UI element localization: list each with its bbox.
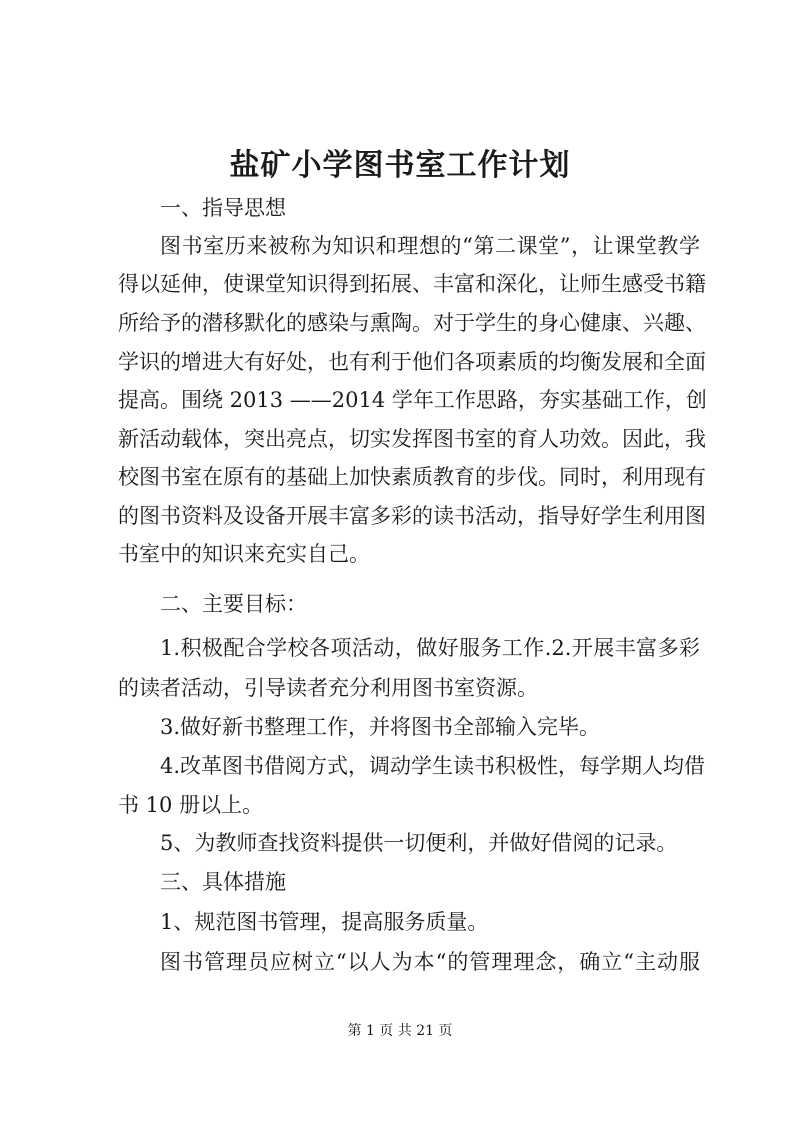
- text-line: 三、具体措施: [160, 870, 286, 894]
- page-footer: 第 1 页 共 21 页: [347, 1023, 453, 1039]
- text-line: 校图书室在原有的基础上加快素质教育的步伐。同时，利用现有: [118, 465, 706, 489]
- text-line: 新活动载体，突出亮点，切实发挥图书室的育人功效。因此，我: [118, 427, 706, 451]
- text-line: 1.积极配合学校各项活动，做好服务工作.2.开展丰富多彩: [160, 636, 700, 660]
- text-line: 的图书资料及设备开展丰富多彩的读书活动，指导好学生利用图: [118, 504, 706, 528]
- text-line: 书 10 册以上。: [118, 793, 264, 817]
- text-line: 1、规范图书管理，提高服务质量。: [160, 910, 489, 934]
- text-line: 学识的增进大有好处，也有利于他们各项素质的均衡发展和全面: [118, 350, 706, 374]
- text-line: 3.做好新书整理工作，并将图书全部输入完毕。: [160, 715, 601, 739]
- text-line: 书室中的知识来充实自己。: [118, 542, 370, 566]
- text-line: 得以延伸，使课堂知识得到拓展、丰富和深化，让师生感受书籍: [118, 272, 706, 296]
- text-line: 图书管理员应树立“以人为本“的管理理念，确立“主动服: [160, 950, 700, 974]
- text-line: 5、为教师查找资料提供一切便利，并做好借阅的记录。: [160, 831, 678, 855]
- text-line: 一、指导思想: [160, 196, 286, 220]
- text-line: 所给予的潜移默化的感染与熏陶。对于学生的身心健康、兴趣、: [118, 311, 706, 335]
- text-line: 的读者活动，引导读者充分利用图书室资源。: [118, 676, 538, 700]
- document-title: 盐矿小学图书室工作计划: [229, 148, 571, 183]
- text-line: 4.改革图书借阅方式，调动学生读书积极性，每学期人均借: [160, 754, 706, 778]
- text-line: 提高。围绕 2013 ——2014 学年工作思路，夯实基础工作，创: [118, 388, 707, 412]
- text-line: 二、主要目标：: [160, 592, 307, 616]
- text-line: 图书室历来被称为知识和理想的“第二课堂”，让课堂教学: [160, 234, 700, 258]
